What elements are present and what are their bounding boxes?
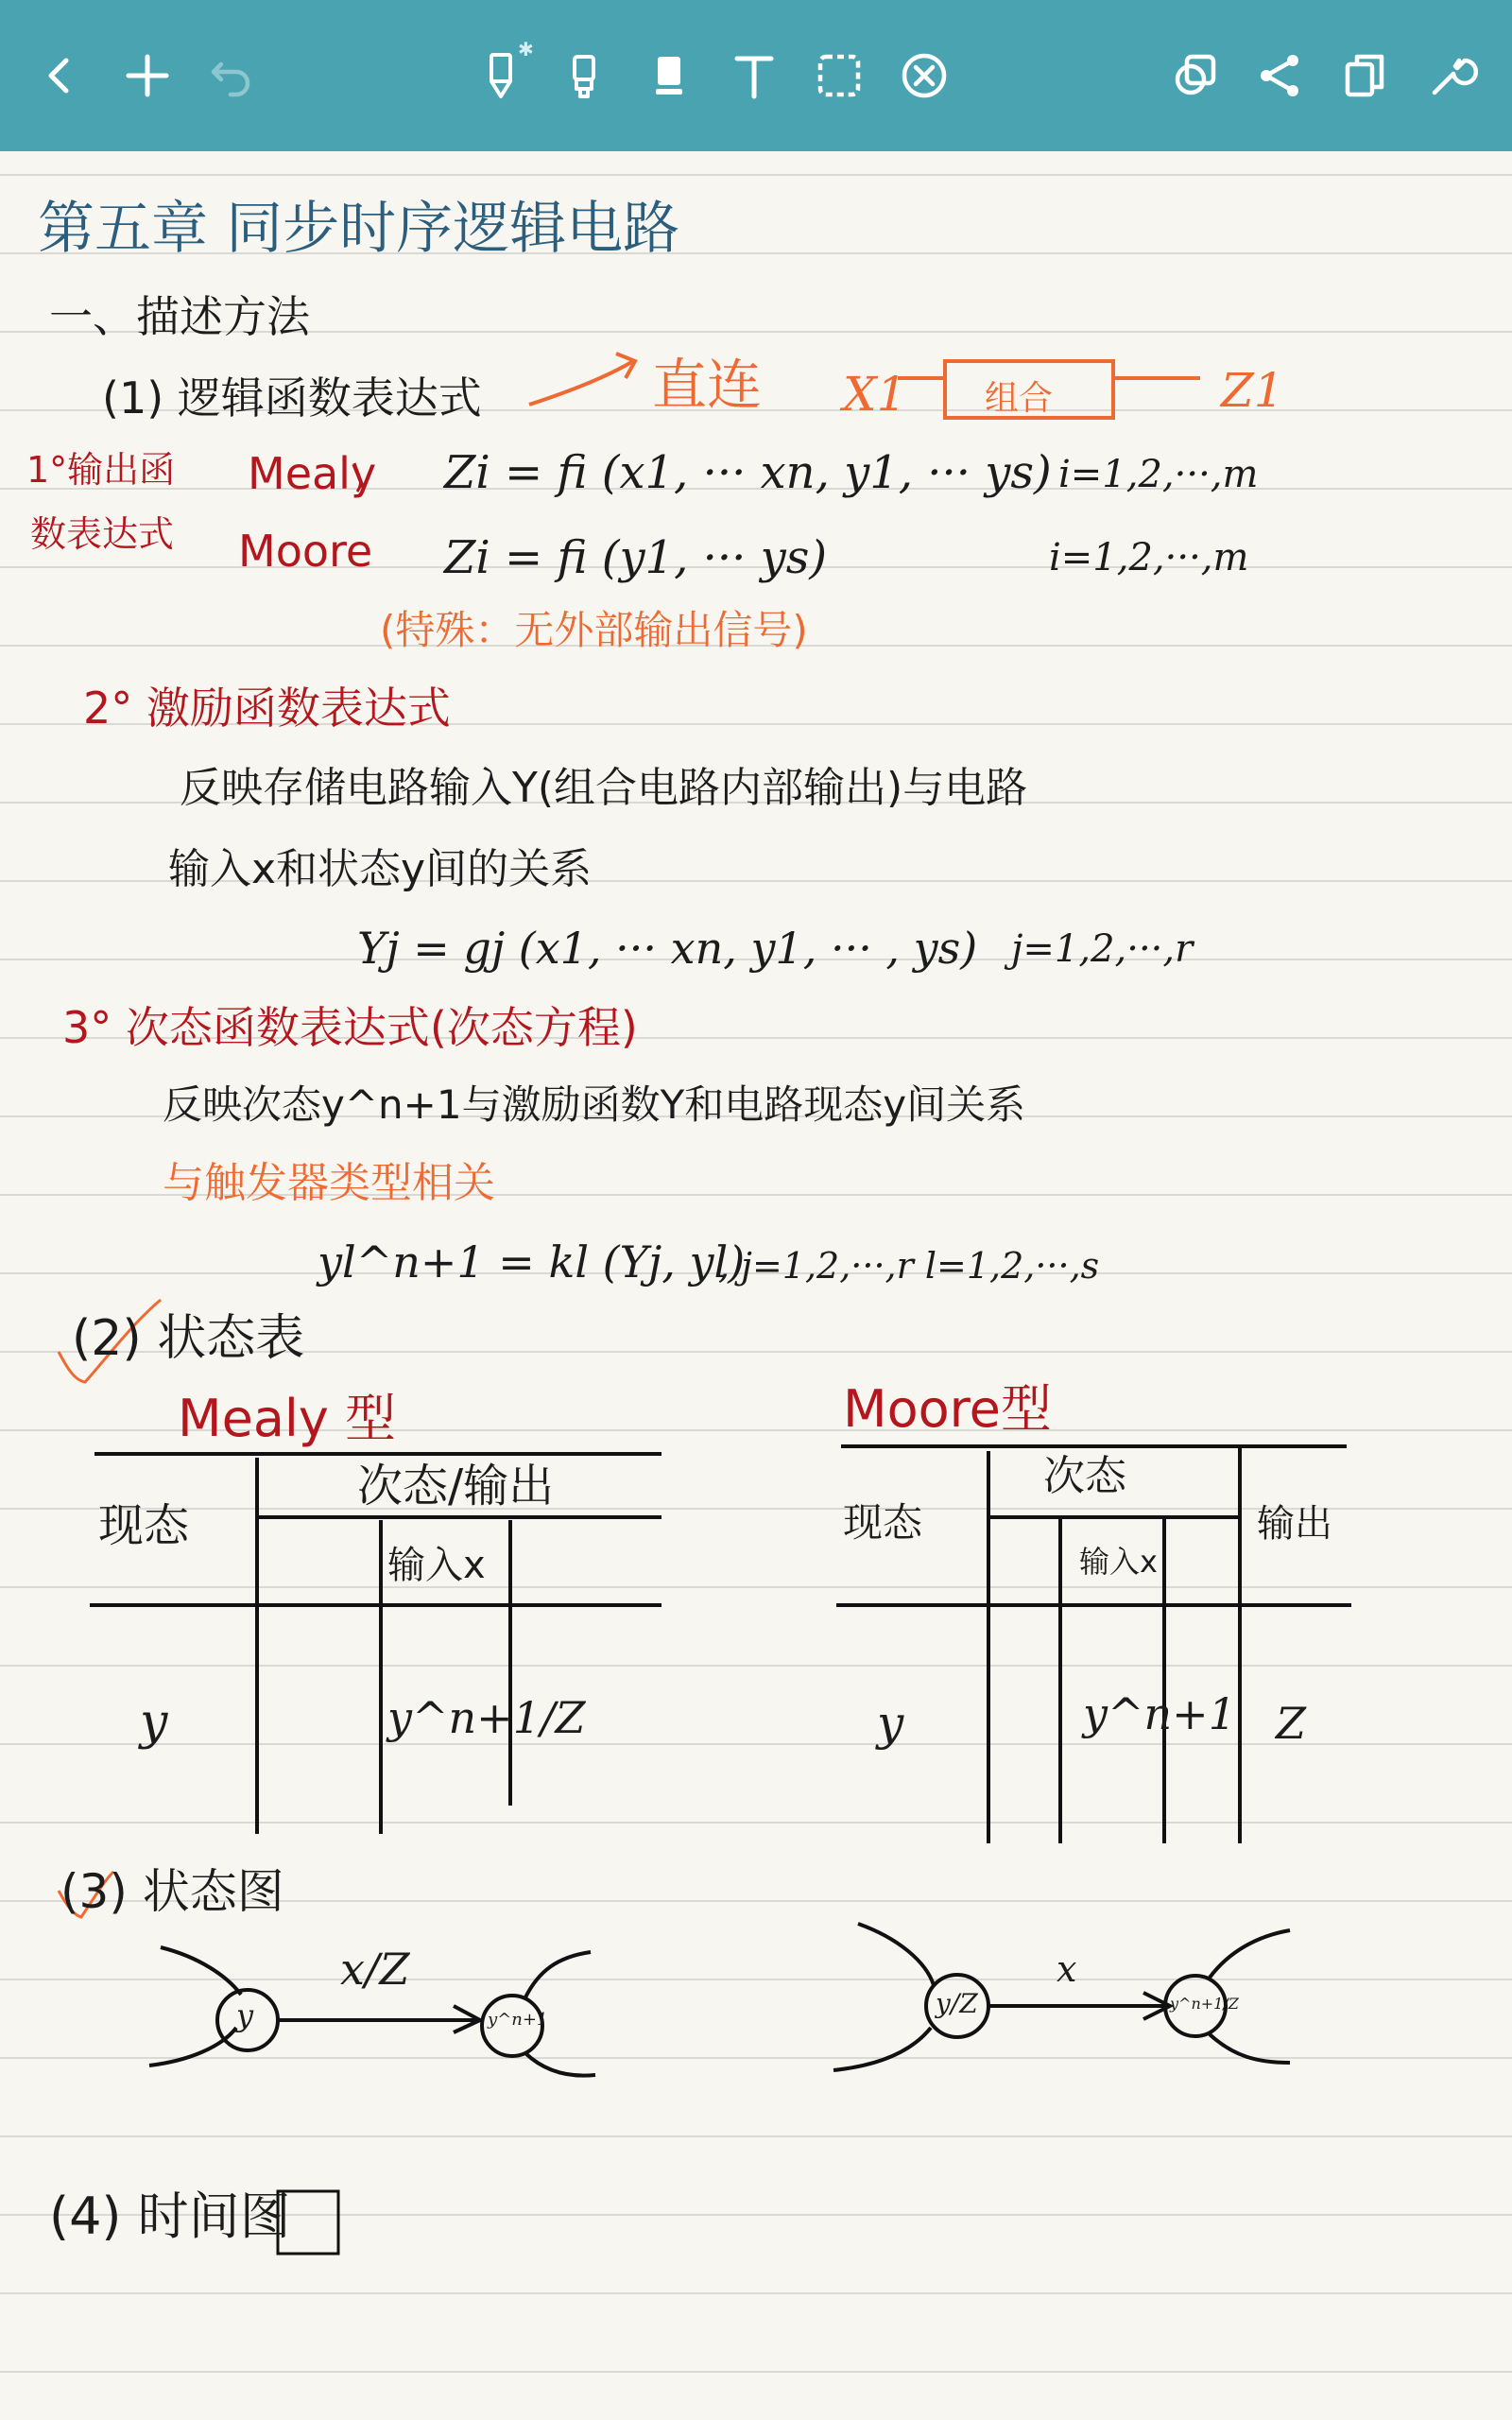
output-func-label-line2: 数表达式 [30, 513, 175, 555]
toolbar [0, 0, 1512, 151]
moore-range: i=1,2,···,m [1049, 536, 1249, 579]
excitation-range: j=1,2,···,r [1011, 927, 1194, 971]
comb-input-label: X1 [843, 367, 907, 422]
text-tool-icon[interactable] [716, 38, 792, 113]
subheading-logic-functions: (1) 逻辑函数表达式 [102, 372, 482, 424]
next-state-equation: yl^n+1 = kl (Yj, yl) [318, 1236, 746, 1288]
excitation-desc-2: 输入x和状态y间的关系 [168, 845, 593, 893]
moore-equation: Zi = fi (y1, ··· ys) [444, 531, 828, 584]
share-icon[interactable] [1242, 38, 1317, 113]
moore-node-from: y/Z [936, 1988, 978, 2019]
lasso-select-icon[interactable] [801, 38, 877, 113]
pages-icon[interactable] [1327, 38, 1402, 113]
bluetooth-icon: ✱ [518, 38, 534, 60]
mealy-range: i=1,2,···,m [1058, 453, 1259, 496]
excitation-equation: Yj = gj (x1, ··· xn, y1, ··· , ys) [357, 923, 978, 974]
mealy-edge-label: x/Z [340, 1944, 410, 1995]
moore-edge-label: x [1057, 1948, 1077, 1990]
flipflop-type-note: 与触发器类型相关 [163, 1159, 495, 1207]
moore-type-label: Moore型 [843, 1379, 1052, 1439]
mealy-present-state-header: 现态 [98, 1499, 190, 1552]
moore-special-note: (特殊：无外部输出信号) [380, 607, 808, 653]
next-state-range: , j=1,2,···,r l=1,2,···,s [718, 1245, 1100, 1287]
moore-present-state-header: 现态 [843, 1499, 923, 1546]
subheading-state-table: (2) 状态表 [72, 1310, 305, 1367]
moore-node-to: y^n+1/Z [1170, 1995, 1239, 2013]
moore-input-header: 输入x [1079, 1544, 1158, 1580]
comb-output-label: Z1 [1221, 363, 1284, 418]
mealy-input-header: 输入x [387, 1544, 486, 1587]
highlighter-icon[interactable] [546, 38, 622, 113]
mealy-next-output-header: 次态/输出 [357, 1460, 555, 1512]
moore-output-header: 输出 [1257, 1502, 1332, 1546]
mealy-row-cell: y^n+1/Z [387, 1692, 586, 1743]
section-heading: 一、描述方法 [49, 291, 310, 342]
mealy-row-present: y [140, 1694, 168, 1751]
excitation-desc-1: 反映存储电路输入Y(组合电路内部输出)与电路 [180, 764, 1028, 812]
moore-row-output: Z [1276, 1698, 1306, 1749]
moore-row-cell: y^n+1 [1083, 1688, 1236, 1739]
direct-connect-note: 直连 [652, 353, 763, 417]
mealy-node-to: y^n+1 [488, 2010, 548, 2030]
page-title: 第五章 同步时序逻辑电路 [38, 196, 680, 262]
mealy-node-from: y [236, 1997, 254, 2033]
output-func-label-line1: 1°输出函 [26, 449, 176, 491]
eraser-icon[interactable] [631, 38, 707, 113]
subheading-state-diagram: (3) 状态图 [60, 1864, 284, 1919]
next-state-desc: 反映次态y^n+1与激励函数Y和电路现态y间关系 [163, 1081, 1026, 1128]
moore-label: Moore [238, 526, 373, 577]
undo-icon[interactable] [193, 38, 268, 113]
add-page-icon[interactable] [110, 38, 185, 113]
subheading-timing-diagram: (4) 时间图 [49, 2187, 291, 2246]
mealy-equation: Zi = fi (x1, ··· xn, y1, ··· ys) [444, 446, 1052, 499]
settings-icon[interactable] [1412, 38, 1487, 113]
moore-row-present: y [877, 1696, 904, 1751]
ocr-icon[interactable] [1157, 38, 1232, 113]
back-icon[interactable] [23, 38, 98, 113]
excitation-heading: 2° 激励函数表达式 [83, 683, 451, 734]
moore-next-state-header: 次态 [1043, 1452, 1126, 1500]
comb-box-label: 组合 [985, 379, 1054, 418]
mealy-type-label: Mealy 型 [178, 1389, 397, 1448]
mealy-label: Mealy [248, 448, 377, 499]
shape-eraser-icon[interactable] [886, 38, 962, 113]
next-state-heading: 3° 次态函数表达式(次态方程) [62, 1002, 638, 1053]
